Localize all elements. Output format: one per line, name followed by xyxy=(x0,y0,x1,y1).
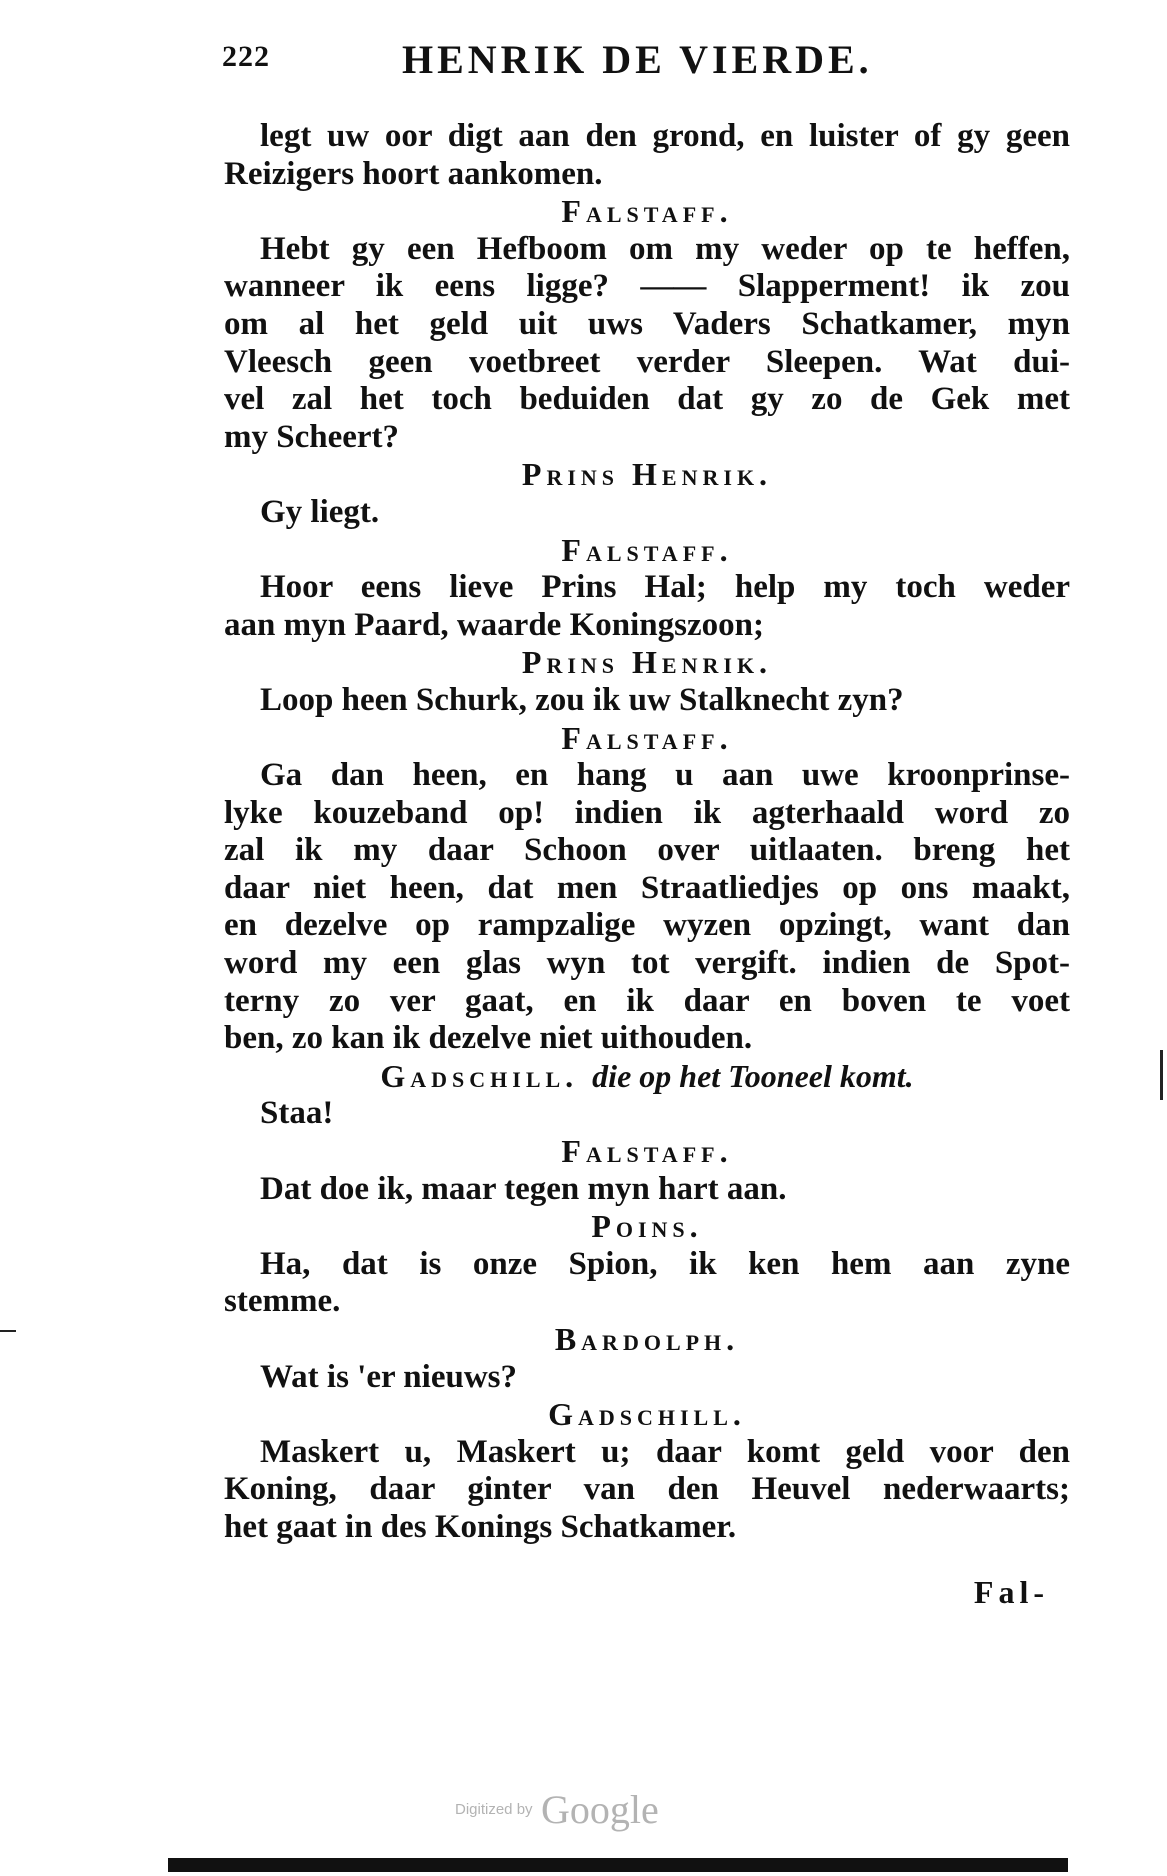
speaker-name: Gadschill. xyxy=(380,1057,579,1094)
stage-direction: die op het Tooneel komt. xyxy=(592,1057,914,1094)
speaker-heading xyxy=(224,532,1070,570)
speech-paragraph xyxy=(224,1171,1070,1209)
digitized-watermark xyxy=(455,1786,659,1833)
text-line: Hebt gy een Hefboom om my weder op te heffen, xyxy=(260,230,1070,267)
speech-paragraph xyxy=(224,1359,1070,1397)
text-line: my Scheert? xyxy=(224,418,400,455)
speech-paragraph xyxy=(224,1246,1070,1321)
speaker-name: Poins. xyxy=(591,1208,703,1245)
speaker-heading xyxy=(224,644,1070,682)
speaker-name: Falstaff. xyxy=(561,1133,733,1170)
watermark-prefix: Digitized by xyxy=(455,1801,533,1818)
speaker-name: Falstaff. xyxy=(561,531,733,568)
text-line: legt uw oor digt aan den grond, en luister of gy geen xyxy=(260,118,1070,154)
text-line: Loop heen Schurk, zou ik uw Stalknecht zyn? xyxy=(260,681,904,718)
text-line: ben, zo kan ik dezelve niet uithouden. xyxy=(224,1020,753,1057)
speaker-name: Prins Henrik. xyxy=(521,456,773,493)
speaker-heading xyxy=(224,1058,1070,1096)
text-line: Dat doe ik, maar tegen myn hart aan. xyxy=(260,1170,787,1207)
running-title: HENRIK DE VIERDE. xyxy=(402,37,873,82)
speaker-heading xyxy=(224,1208,1070,1246)
speaker-name: Falstaff. xyxy=(561,719,733,756)
speaker-name: Bardolph. xyxy=(554,1321,740,1357)
speech-paragraph xyxy=(224,118,1070,193)
text-line: Reizigers hoort aankomen. xyxy=(224,155,603,192)
page-bottom-edge xyxy=(168,1858,1068,1872)
google-logo: Google xyxy=(541,1787,659,1832)
speaker-name: Gadschill. xyxy=(548,1396,746,1433)
speaker-heading xyxy=(224,720,1070,758)
speaker-heading xyxy=(224,1396,1070,1434)
page-number: 222 xyxy=(222,40,270,73)
text-line: lyke kouzeband op! indien ik agterhaald word zo xyxy=(224,794,1070,831)
text-line: terny zo ver gaat, en ik daar en boven te voet xyxy=(224,982,1070,1019)
text-line: wanneer ik eens ligge? —— Slapperment! ik zou xyxy=(224,268,1070,305)
scan-mark-left xyxy=(0,1330,16,1332)
text-line: word my een glas wyn tot vergift. indien de Spot- xyxy=(224,945,1070,982)
text-line: Hoor eens lieve Prins Hal; help my toch weder xyxy=(260,569,1070,606)
text-line: zal ik my daar Schoon over uitlaaten. breng het xyxy=(224,832,1070,869)
text-line: Ga dan heen, en hang u aan uwe kroonprinse- xyxy=(260,757,1070,794)
speech-paragraph xyxy=(224,757,1070,1058)
scan-mark-right xyxy=(1160,1050,1163,1100)
speech-paragraph xyxy=(224,1434,1070,1547)
text-line: Wat is 'er nieuws? xyxy=(260,1358,517,1395)
text-line: Ha, dat is onze Spion, ik ken hem aan zyne xyxy=(260,1245,1070,1282)
text-line: Gy liegt. xyxy=(260,493,380,530)
speaker-heading xyxy=(224,1321,1070,1359)
speaker-heading xyxy=(224,456,1070,494)
text-line: en dezelve op rampzalige wyzen opzingt, want dan xyxy=(224,907,1070,944)
play-text xyxy=(224,118,1070,1547)
text-line: Koning, daar ginter van den Heuvel nederwaarts; xyxy=(224,1471,1070,1508)
text-line: aan myn Paard, waarde Koningszoon; xyxy=(224,606,764,643)
speaker-heading xyxy=(224,1133,1070,1171)
speech-paragraph xyxy=(224,231,1070,457)
text-line: het gaat in des Konings Schatkamer. xyxy=(224,1508,737,1545)
text-line: vel zal het toch beduiden dat gy zo de Gek met xyxy=(224,381,1070,418)
speaker-name: Prins Henrik. xyxy=(521,644,773,681)
speaker-heading xyxy=(224,193,1070,231)
speech-paragraph xyxy=(224,494,1070,532)
catchword: Fal- xyxy=(973,1574,1049,1610)
speech-paragraph xyxy=(224,569,1070,644)
text-line: Maskert u, Maskert u; daar komt geld voor den xyxy=(260,1433,1070,1470)
text-line: stemme. xyxy=(224,1283,341,1320)
text-line: Vleesch geen voetbreet verder Sleepen. Wat dui- xyxy=(224,343,1070,380)
speech-paragraph xyxy=(224,682,1070,720)
running-header xyxy=(222,36,942,88)
text-line: Staa! xyxy=(260,1095,334,1132)
speaker-name: Falstaff. xyxy=(561,193,733,230)
text-line: om al het geld uit uws Vaders Schatkamer, myn xyxy=(224,305,1070,342)
speech-paragraph xyxy=(224,1095,1070,1133)
text-line: daar niet heen, dat men Straatliedjes op ons maakt, xyxy=(224,869,1070,906)
